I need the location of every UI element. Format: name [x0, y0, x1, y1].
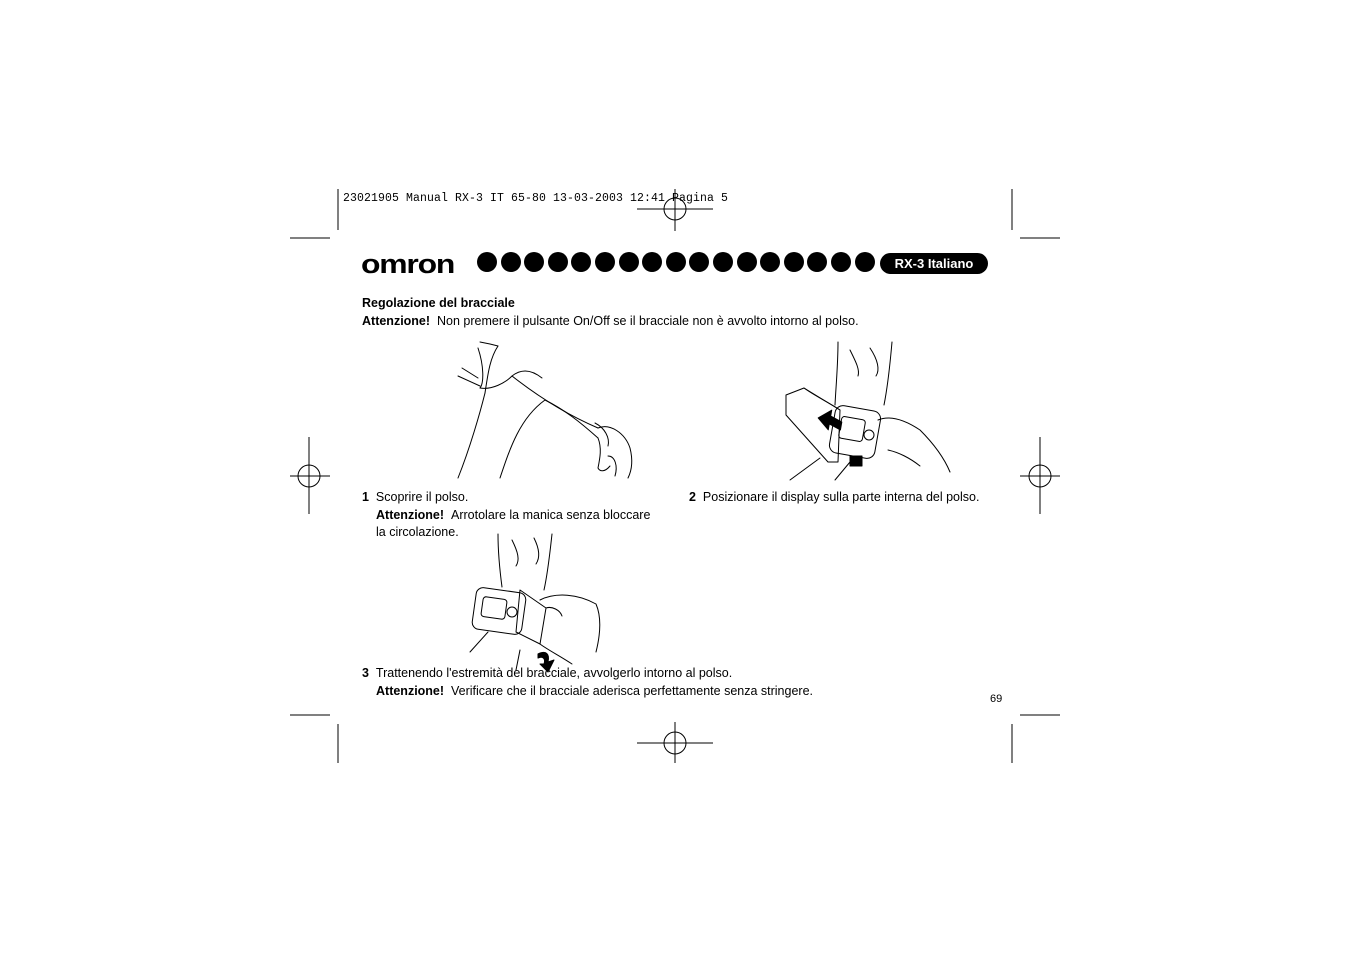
brand-logo: omron: [361, 249, 455, 279]
step-1-number: 1: [362, 490, 369, 504]
step-3-warning: [376, 683, 813, 700]
warning-text: Non premere il pulsante On/Off se il bracciale non è avvolto intorno al polso.: [437, 314, 859, 328]
section-warning: [362, 313, 859, 330]
step-1-warning-line2: la circolazione.: [376, 525, 459, 539]
step-1-warning-line1: Arrotolare la manica senza bloccare: [451, 508, 651, 522]
step-3-text: Trattenendo l'estremità del bracciale, avvolgerlo intorno al polso.: [375, 666, 733, 680]
illustration-wrap-cuff: [468, 532, 603, 672]
step-1-warning: [376, 507, 650, 524]
step-2-number: 2: [689, 490, 696, 504]
printer-slug: 23021905 Manual RX-3 IT 65-80 13-03-2003 12:41 Pagina 5: [343, 192, 729, 205]
language-badge: RX-3 Italiano: [880, 253, 988, 274]
step-3-number: 3: [362, 666, 369, 680]
step-3: [362, 665, 732, 682]
illustration-position-display: [780, 340, 955, 485]
page-number: 69: [990, 693, 1003, 705]
step-1-text: Scoprire il polso.: [375, 490, 469, 504]
illustration-bare-wrist: [450, 338, 640, 483]
step-2: [689, 489, 979, 506]
step-2-text: Posizionare il display sulla parte interna del polso.: [702, 490, 980, 504]
section-title: Regolazione del bracciale: [362, 296, 515, 310]
step-1: [362, 489, 468, 506]
step-3-warning-text: Verificare che il bracciale aderisca perfettamente senza stringere.: [451, 684, 814, 698]
decorative-dot-row: [477, 252, 875, 272]
step-3-warning-label: Attenzione!: [376, 684, 445, 698]
warning-label: Attenzione!: [362, 314, 431, 328]
step-1-warning-label: Attenzione!: [376, 508, 445, 522]
